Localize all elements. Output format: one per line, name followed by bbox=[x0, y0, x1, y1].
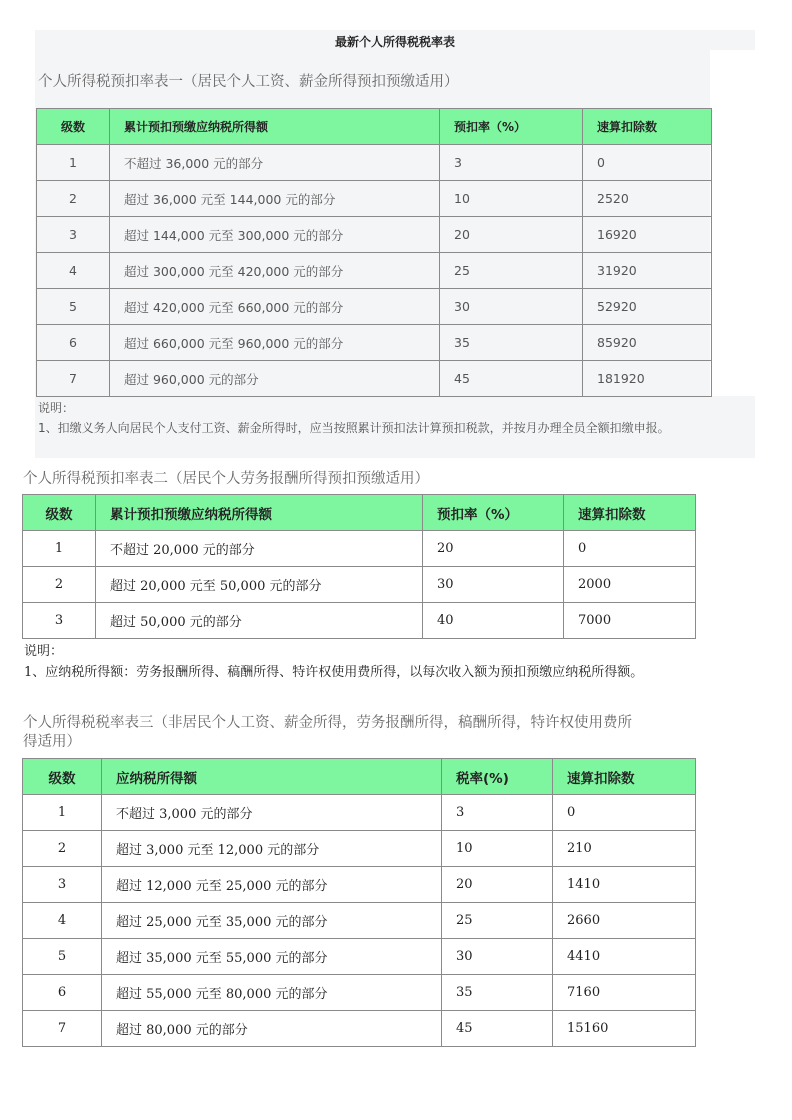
table-row bbox=[37, 217, 712, 253]
cell-level: 4 bbox=[23, 903, 102, 939]
header-deduction: 速算扣除数 bbox=[564, 495, 696, 531]
cell-level: 4 bbox=[37, 253, 110, 289]
cell-rate: 3 bbox=[442, 795, 553, 831]
tax-table-3 bbox=[22, 758, 696, 1047]
table-row bbox=[23, 603, 696, 639]
table2-note-label: 说明： bbox=[24, 644, 64, 659]
header-rate: 税率(%) bbox=[442, 759, 553, 795]
table-row bbox=[37, 289, 712, 325]
table1-note-label: 说明： bbox=[38, 401, 75, 415]
cell-income-range: 超过 960,000 元的部分 bbox=[110, 361, 440, 397]
cell-income-range: 超过 35,000 元至 55,000 元的部分 bbox=[102, 939, 442, 975]
cell-deduction: 181920 bbox=[583, 361, 712, 397]
cell-level: 5 bbox=[23, 939, 102, 975]
cell-level: 1 bbox=[23, 795, 102, 831]
table-header-row bbox=[23, 495, 696, 531]
cell-level: 7 bbox=[23, 1011, 102, 1047]
tax-table-1 bbox=[36, 108, 712, 397]
cell-level: 6 bbox=[37, 325, 110, 361]
table-header-row bbox=[37, 109, 712, 145]
table3-title-line1: 个人所得税税率表三（非居民个人工资、薪金所得，劳务报酬所得，稿酬所得，特许权使用费所 bbox=[23, 715, 632, 731]
cell-income-range: 超过 3,000 元至 12,000 元的部分 bbox=[102, 831, 442, 867]
table3-title-line2: 得适用） bbox=[23, 734, 81, 750]
document-title: 最新个人所得税税率表 bbox=[334, 35, 455, 49]
cell-deduction: 52920 bbox=[583, 289, 712, 325]
header-level: 级数 bbox=[23, 759, 102, 795]
cell-deduction: 7000 bbox=[564, 603, 696, 639]
table1-title: 个人所得税预扣率表一（居民个人工资、薪金所得预扣预缴适用） bbox=[38, 74, 459, 90]
table-row bbox=[23, 867, 696, 903]
header-level: 级数 bbox=[37, 109, 110, 145]
table-header-row bbox=[23, 759, 696, 795]
cell-income-range: 超过 300,000 元至 420,000 元的部分 bbox=[110, 253, 440, 289]
cell-level: 7 bbox=[37, 361, 110, 397]
header-rate: 预扣率（%） bbox=[423, 495, 564, 531]
cell-rate: 35 bbox=[442, 975, 553, 1011]
cell-deduction: 31920 bbox=[583, 253, 712, 289]
table-row bbox=[37, 145, 712, 181]
cell-income-range: 超过 55,000 元至 80,000 元的部分 bbox=[102, 975, 442, 1011]
table-row bbox=[23, 975, 696, 1011]
header-deduction: 速算扣除数 bbox=[553, 759, 696, 795]
cell-deduction: 210 bbox=[553, 831, 696, 867]
cell-deduction: 0 bbox=[553, 795, 696, 831]
cell-deduction: 0 bbox=[583, 145, 712, 181]
cell-income-range: 超过 660,000 元至 960,000 元的部分 bbox=[110, 325, 440, 361]
cell-deduction: 2660 bbox=[553, 903, 696, 939]
cell-rate: 30 bbox=[423, 567, 564, 603]
cell-income-range: 不超过 36,000 元的部分 bbox=[110, 145, 440, 181]
header-level: 级数 bbox=[23, 495, 96, 531]
table-row bbox=[37, 325, 712, 361]
cell-rate: 30 bbox=[442, 939, 553, 975]
cell-rate: 20 bbox=[440, 217, 583, 253]
cell-income-range: 超过 25,000 元至 35,000 元的部分 bbox=[102, 903, 442, 939]
cell-level: 2 bbox=[37, 181, 110, 217]
cell-rate: 35 bbox=[440, 325, 583, 361]
header-income: 累计预扣预缴应纳税所得额 bbox=[110, 109, 440, 145]
cell-level: 2 bbox=[23, 831, 102, 867]
header-income: 应纳税所得额 bbox=[102, 759, 442, 795]
table-row bbox=[37, 181, 712, 217]
tax-table-2 bbox=[22, 494, 696, 639]
cell-rate: 45 bbox=[442, 1011, 553, 1047]
cell-deduction: 2520 bbox=[583, 181, 712, 217]
table-row bbox=[23, 939, 696, 975]
cell-level: 3 bbox=[23, 867, 102, 903]
cell-rate: 20 bbox=[442, 867, 553, 903]
table-row bbox=[23, 531, 696, 567]
table1-note-text: 1、扣缴义务人向居民个人支付工资、薪金所得时，应当按照累计预扣法计算预扣税款，并按月办理全员全额扣缴申报。 bbox=[38, 421, 670, 435]
header-income: 累计预扣预缴应纳税所得额 bbox=[96, 495, 423, 531]
table2-title: 个人所得税预扣率表二（居民个人劳务报酬所得预扣预缴适用） bbox=[23, 471, 429, 487]
cell-deduction: 16920 bbox=[583, 217, 712, 253]
table2-note-text: 1、应纳税所得额：劳务报酬所得、稿酬所得、特许权使用费所得，以每次收入额为预扣预缴应纳税所得额。 bbox=[24, 665, 644, 680]
table-row bbox=[23, 795, 696, 831]
cell-income-range: 超过 80,000 元的部分 bbox=[102, 1011, 442, 1047]
cell-level: 5 bbox=[37, 289, 110, 325]
cell-level: 2 bbox=[23, 567, 96, 603]
cell-rate: 25 bbox=[440, 253, 583, 289]
cell-level: 1 bbox=[37, 145, 110, 181]
cell-level: 3 bbox=[37, 217, 110, 253]
table-row bbox=[23, 1011, 696, 1047]
cell-level: 3 bbox=[23, 603, 96, 639]
cell-deduction: 4410 bbox=[553, 939, 696, 975]
cell-rate: 20 bbox=[423, 531, 564, 567]
cell-level: 1 bbox=[23, 531, 96, 567]
header-deduction: 速算扣除数 bbox=[583, 109, 712, 145]
cell-income-range: 超过 420,000 元至 660,000 元的部分 bbox=[110, 289, 440, 325]
cell-income-range: 不超过 3,000 元的部分 bbox=[102, 795, 442, 831]
cell-rate: 30 bbox=[440, 289, 583, 325]
cell-level: 6 bbox=[23, 975, 102, 1011]
cell-income-range: 超过 12,000 元至 25,000 元的部分 bbox=[102, 867, 442, 903]
cell-income-range: 超过 36,000 元至 144,000 元的部分 bbox=[110, 181, 440, 217]
cell-deduction: 0 bbox=[564, 531, 696, 567]
table-row bbox=[23, 567, 696, 603]
table-row bbox=[23, 903, 696, 939]
cell-income-range: 超过 20,000 元至 50,000 元的部分 bbox=[96, 567, 423, 603]
cell-income-range: 超过 144,000 元至 300,000 元的部分 bbox=[110, 217, 440, 253]
cell-income-range: 不超过 20,000 元的部分 bbox=[96, 531, 423, 567]
cell-rate: 3 bbox=[440, 145, 583, 181]
cell-rate: 10 bbox=[440, 181, 583, 217]
table-row bbox=[23, 831, 696, 867]
cell-deduction: 15160 bbox=[553, 1011, 696, 1047]
header-rate: 预扣率（%） bbox=[440, 109, 583, 145]
cell-deduction: 7160 bbox=[553, 975, 696, 1011]
cell-deduction: 85920 bbox=[583, 325, 712, 361]
cell-rate: 10 bbox=[442, 831, 553, 867]
table-row bbox=[37, 361, 712, 397]
cell-rate: 40 bbox=[423, 603, 564, 639]
cell-income-range: 超过 50,000 元的部分 bbox=[96, 603, 423, 639]
cell-deduction: 2000 bbox=[564, 567, 696, 603]
cell-deduction: 1410 bbox=[553, 867, 696, 903]
table-row bbox=[37, 253, 712, 289]
cell-rate: 25 bbox=[442, 903, 553, 939]
cell-rate: 45 bbox=[440, 361, 583, 397]
